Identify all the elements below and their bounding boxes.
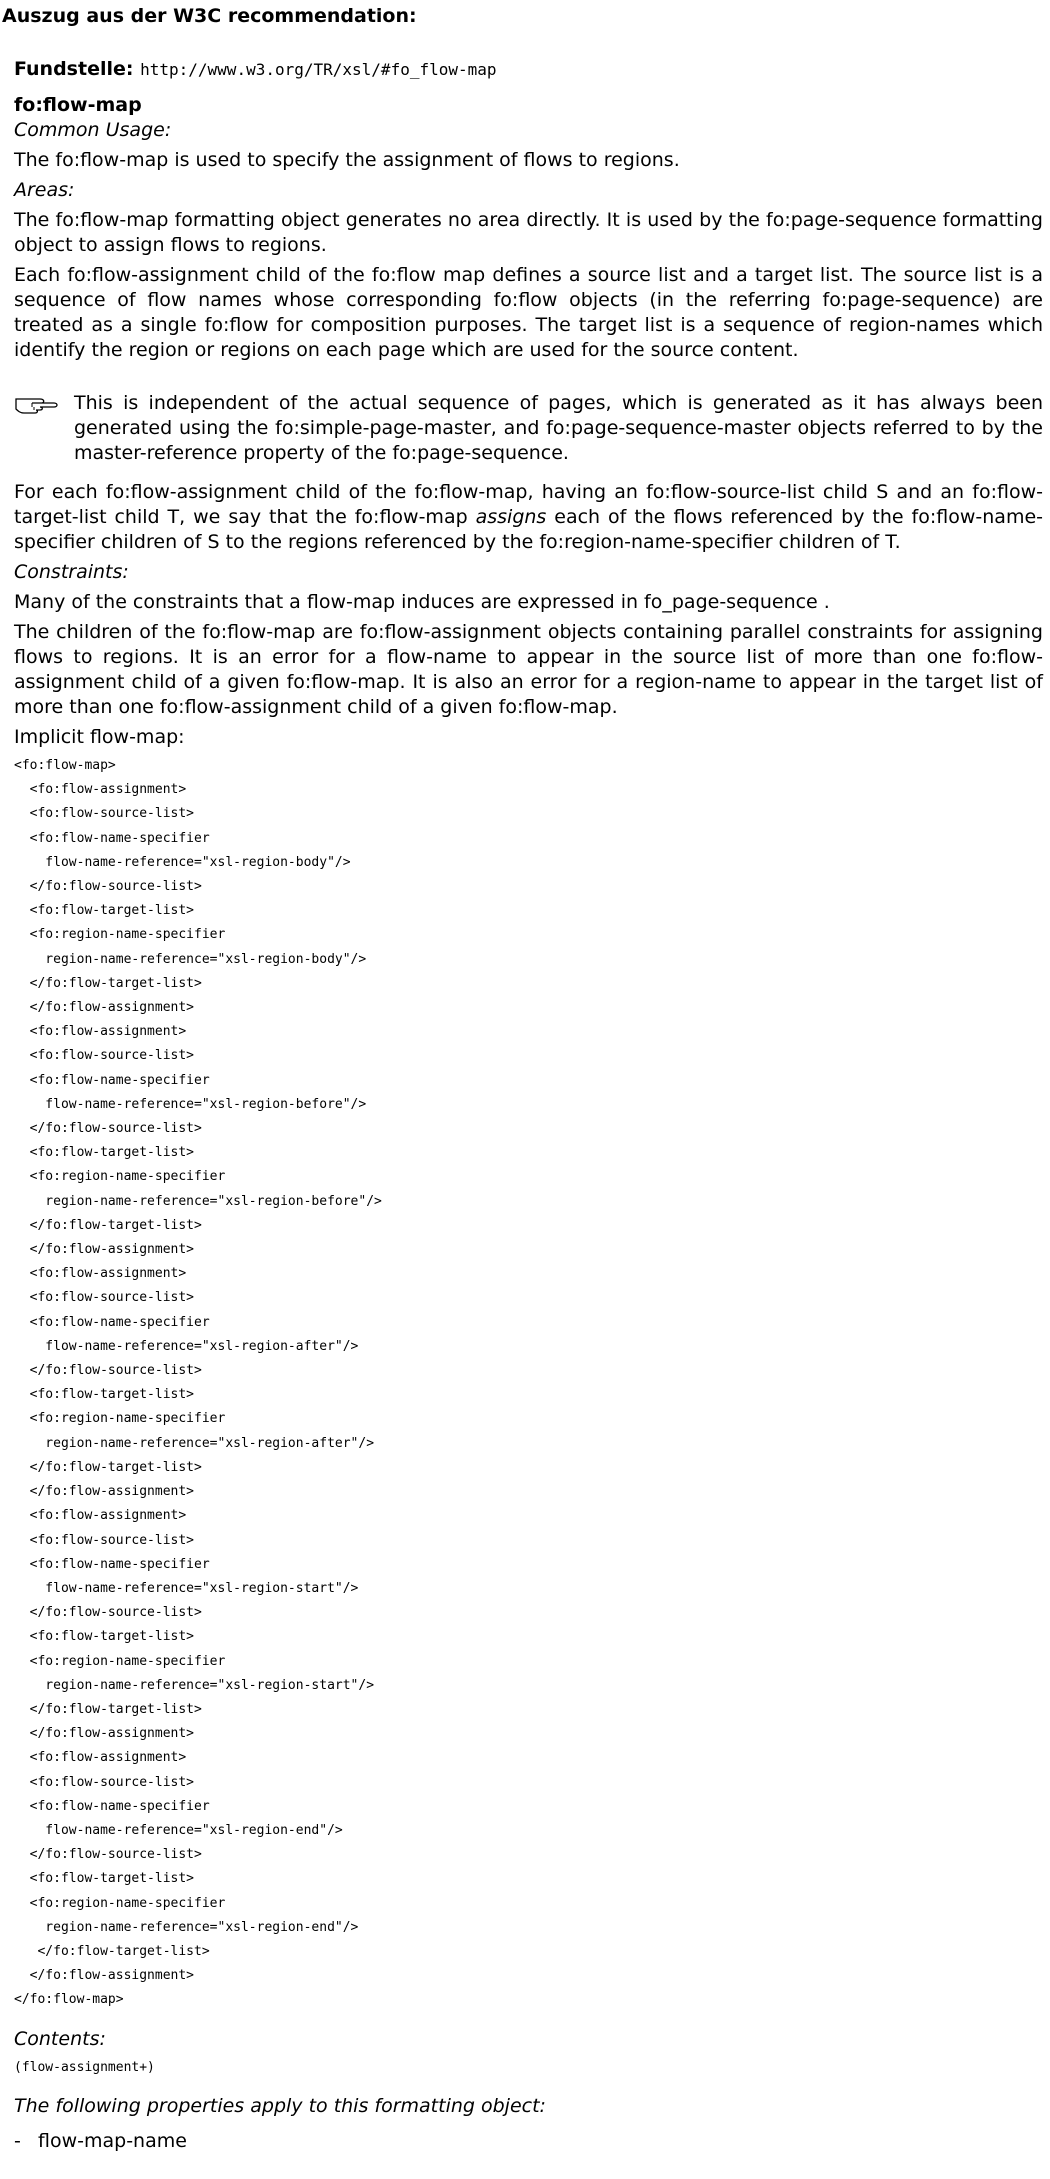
constraints-label: Constraints: [14, 561, 129, 583]
pointing-hand-icon [14, 391, 74, 466]
areas-label: Areas: [14, 179, 75, 201]
implicit-flow-map-label: Implicit flow-map: [14, 726, 185, 748]
common-usage-label: Common Usage: [14, 119, 172, 141]
constraints-paragraph-2: The children of the fo:flow-map are fo:flow-assignment objects containing parallel constraints for assigning flows to regions. It is an error for a flow-name to appear in the source list of more than one fo:flow-assignment child of a given fo:flow-map. It is also an error for a region-name to appear in the target list of more than one fo:flow-assignment child of a given fo:flow-map. [14, 621, 1043, 718]
section-title: fo:flow-map [14, 94, 142, 116]
areas-paragraph-1: The fo:flow-map formatting object generates no area directly. It is used by the fo:page-sequence formatting object to assign flows to regions. [14, 209, 1043, 256]
contents-label: Contents: [14, 2027, 106, 2050]
property-dash: - [14, 2129, 21, 2152]
code-block: <fo:flow-map> <fo:flow-assignment> <fo:flow-source-list> <fo:flow-name-specifier flow-name-reference="xsl-region-body"/> </fo:flow-source-list> <fo:flow-target-list> <fo:region-name-specifier region-name-reference="xsl-region-body"/> </fo:flow-target-list> </fo:flow-assignment> <fo:flow-assignment> <fo:flow-source-list> <fo:flow-name-specifier flow-name-reference="xsl-region-before"/> </fo:flow-source-list> <fo:flow-target-list> <fo:region-name-specifier region-name-reference="xsl-region-before"/> </fo:flow-target-list> </fo:flow-assignment> <fo:flow-assignment> <fo:flow-source-list> <fo:flow-name-specifier flow-name-reference="xsl-region-after"/> </fo:flow-source-list> <fo:flow-target-list> <fo:region-name-specifier region-name-reference="xsl-region-after"/> </fo:flow-target-list> </fo:flow-assignment> <fo:flow-assignment> <fo:flow-source-list> <fo:flow-name-specifier flow-name-reference="xsl-region-start"/> </fo:flow-source-list> <fo:flow-target-list> <fo:region-name-specifier region-name-reference="xsl-region-start"/> </fo:flow-target-list> </fo:flow-assignment> <fo:flow-assignment> <fo:flow-source-list> <fo:flow-name-specifier flow-name-reference="xsl-region-end"/> </fo:flow-source-list> <fo:flow-target-list> <fo:region-name-specifier region-name-reference="xsl-region-end"/> </fo:flow-target-list> </fo:flow-assignment> </fo:flow-map> [14, 758, 382, 2008]
assigns-before: For each fo:flow-assignment child of the fo:flow-map, having an fo:flow-source-list child S and an fo:flow-target-list child T, we say that the fo:flow-map [14, 481, 1043, 528]
constraints-paragraph-1: Many of the constraints that a flow-map induces are expressed in fo_page-sequence . [14, 591, 830, 613]
property-item [14, 2129, 1043, 2154]
page-header: Auszug aus der W3C recommendation: [2, 5, 417, 27]
property-name: flow-map-name [38, 2129, 187, 2152]
fundstelle-url: http://www.w3.org/TR/xsl/#fo_flow-map [140, 60, 497, 79]
fundstelle [14, 56, 1043, 83]
applies-label: The following properties apply to this formatting object: [14, 2094, 546, 2117]
note-box [14, 391, 1043, 466]
note-text: This is independent of the actual sequence of pages, which is generated as it has always been generated using the fo:simple-page-master, and fo:page-sequence-master objects referred to by the master-reference property of the fo:page-sequence. [74, 392, 1043, 464]
assigns-emph: assigns [475, 506, 547, 528]
common-usage-text: The fo:flow-map is used to specify the assignment of flows to regions. [14, 149, 680, 171]
areas-paragraph-2: Each fo:flow-assignment child of the fo:flow map defines a source list and a target list. The source list is a sequence of flow names whose corresponding fo:flow objects (in the referring fo:page-sequence) are treated as a single fo:flow for composition purposes. The target list is a sequence of region-names which identify the region or regions on each page which are used for the source content. [14, 264, 1043, 361]
fundstelle-label: Fundstelle: [14, 58, 134, 80]
contents-code: (flow-assignment+) [14, 2059, 155, 2075]
assigns-after: each of the flows referenced by the fo:flow-name-specifier children of S to the regions referenced by the fo:region-name-specifier children of T. [14, 506, 1043, 553]
assigns-paragraph [14, 480, 1043, 555]
document-content [14, 56, 1043, 2154]
